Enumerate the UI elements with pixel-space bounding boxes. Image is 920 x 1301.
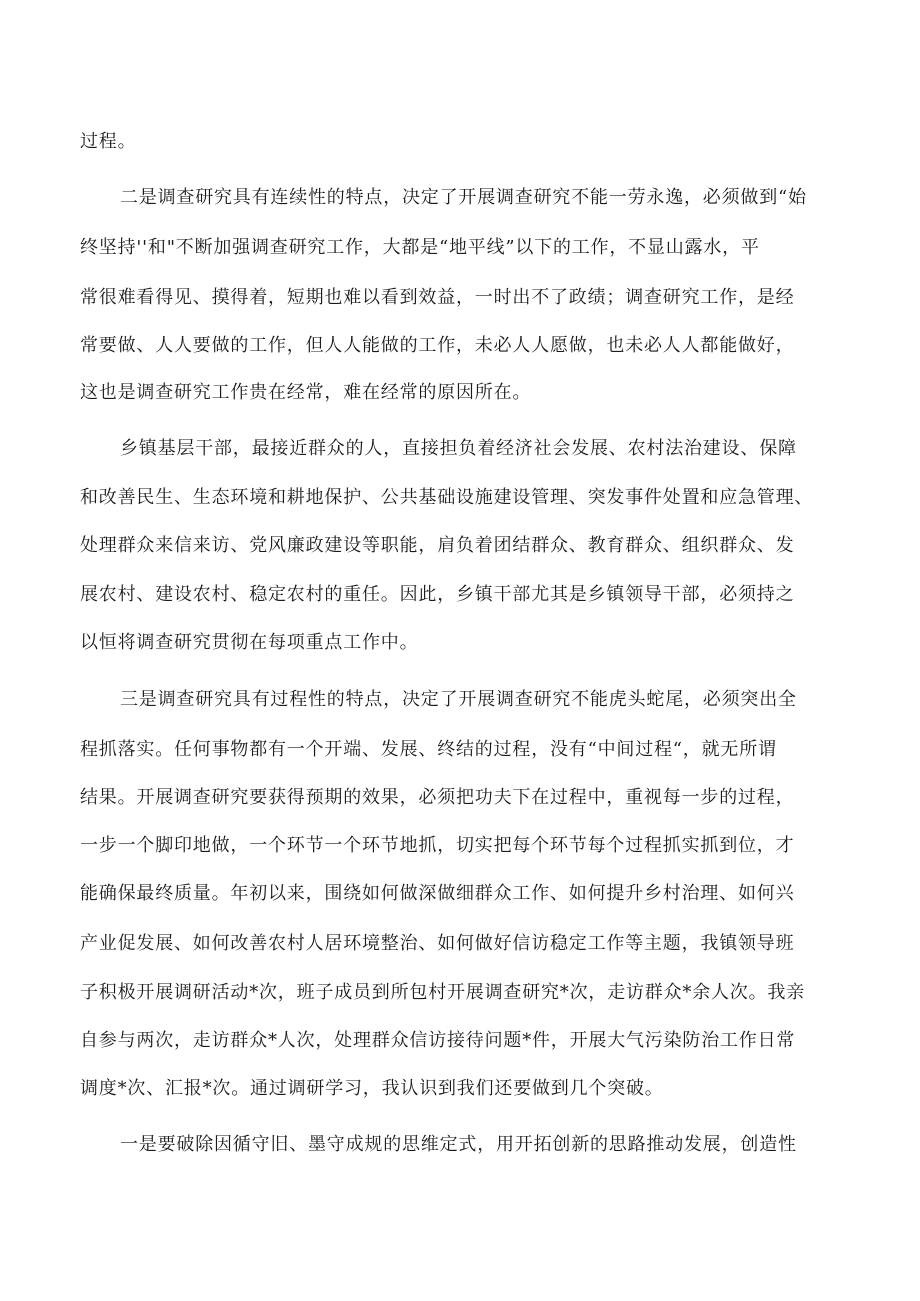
paragraph-3-line-6: 子积极开展调研活动*次，班子成员到所包村开展调查研究*次，走访群众*余人次。我亲 — [80, 982, 805, 1003]
paragraph-3-line-8: 调度*次、汇报*次。通过调研学习，我认识到我们还要做到几个突破。 — [80, 1078, 664, 1099]
paragraph-2-line-4: 以恒将调查研究贯彻在每项重点工作中。 — [80, 632, 419, 653]
paragraph-1-line-3: 常要做、人人要做的工作，但人人能做的工作，未必人人愿做，也未必人人都能做好， — [80, 335, 795, 356]
paragraph-3-line-0: 三是调查研究具有过程性的特点，决定了开展调查研究不能虎头蛇尾，必须突出全 — [120, 689, 797, 710]
paragraph-3-line-1: 程抓落实。任何事物都有一个开端、发展、终结的过程，没有“中间过程“，就无所谓 — [80, 739, 777, 760]
paragraph-2-line-1: 和改善民生、生态环境和耕地保护、公共基础设施建设管理、突发事件处置和应急管理、 — [80, 487, 814, 508]
paragraph-2-line-3: 展农村、建设农村、稳定农村的重任。因此，乡镇干部尤其是乡镇领导干部，必须持之 — [80, 584, 795, 605]
paragraph-3-line-5: 产业促发展、如何改善农村人居环境整治、如何做好信访稳定工作等主题，我镇领导班 — [80, 933, 795, 954]
paragraph-3-line-2: 结果。开展调查研究要获得预期的效果，必须把功夫下在过程中，重视每一步的过程， — [80, 787, 795, 808]
paragraph-0-line-0: 过程。 — [80, 131, 137, 152]
paragraph-2-line-0: 乡镇基层干部，最接近群众的人，直接担负着经济社会发展、农村法治建设、保障 — [120, 438, 797, 459]
paragraph-1-line-4: 这也是调查研究工作贵在经常，难在经常的原因所在。 — [80, 382, 532, 403]
paragraph-1-line-1: 终坚持''和"不断加强调查研究工作，大都是“地平线”以下的工作，不显山露水，平 — [80, 237, 760, 258]
paragraph-3-line-4: 能确保最终质量。年初以来，围绕如何做深做细群众工作、如何提升乡村治理、如何兴 — [80, 883, 795, 904]
paragraph-1-line-2: 常很难看得见、摸得着，短期也难以看到效益，一时出不了政绩；调查研究工作，是经 — [80, 287, 795, 308]
paragraph-3-line-3: 一步一个脚印地做，一个环节一个环节地抓，切实把每个环节每个过程抓实抓到位，才 — [80, 835, 795, 856]
paragraph-1-line-0: 二是调查研究具有连续性的特点，决定了开展调查研究不能一劳永逸，必须做到“始 — [120, 187, 807, 208]
paragraph-4-line-0: 一是要破除因循守旧、墨守成规的思维定式，用开拓创新的思路推动发展，创造性 — [120, 1134, 797, 1155]
paragraph-3-line-7: 自参与两次，走访群众*人次，处理群众信访接待问题*件，开展大气污染防治工作日常 — [80, 1030, 796, 1051]
paragraph-2-line-2: 处理群众来信来访、党风廉政建设等职能，肩负着团结群众、教育群众、组织群众、发 — [80, 535, 795, 556]
